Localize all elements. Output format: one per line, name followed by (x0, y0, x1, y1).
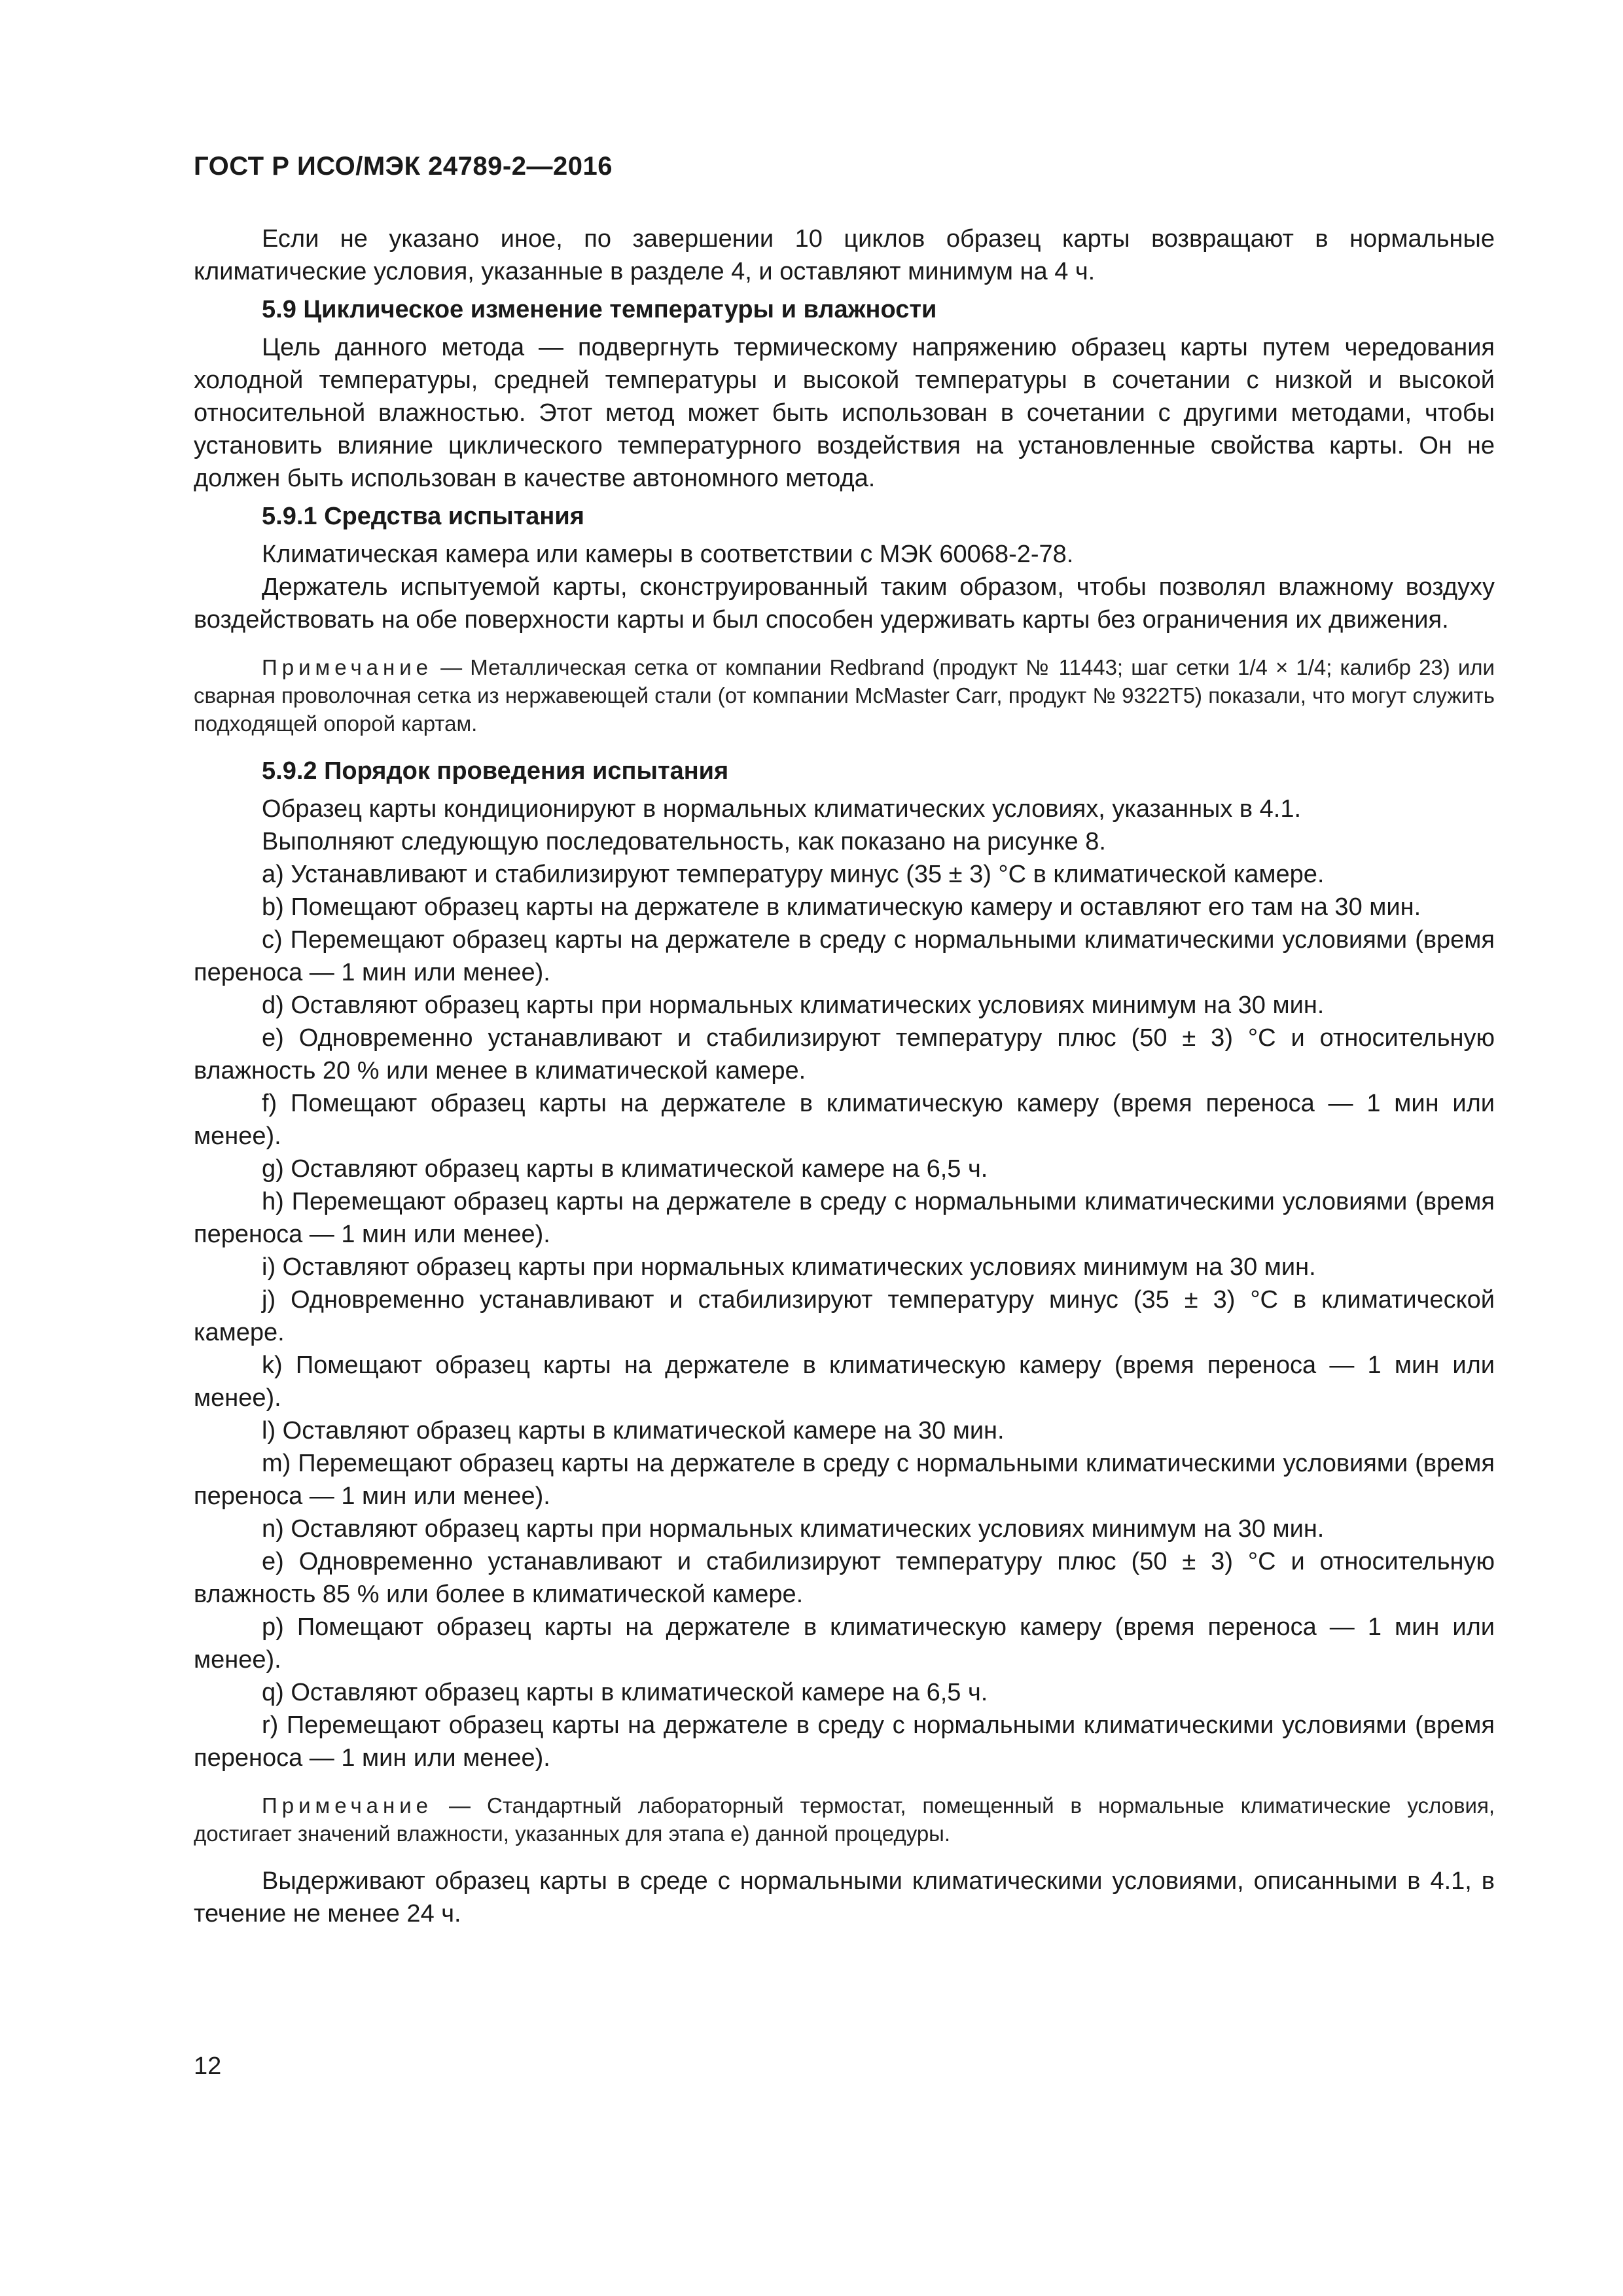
note-label: Примечание (262, 655, 433, 679)
list-item: b) Помещают образец карты на держателе в климатическую камеру и оставляют его там на 30 мин. (262, 893, 1421, 921)
list-item: q) Оставляют образец карты в климатической камере на 6,5 ч. (262, 1679, 988, 1706)
standard-id-header: ГОСТ Р ИСО/МЭК 24789-2—2016 (194, 152, 613, 181)
list-item: j) Одновременно устанавливают и стабилизируют температуру минус (35 ± 3) °С в климатической камере. (194, 1286, 1495, 1346)
page-number: 12 (194, 2053, 222, 2080)
procedure-steps-list (194, 858, 1495, 1774)
section-5-9-2-paragraph-2: Выполняют следующую последовательность, как показано на рисунке 8. (262, 828, 1106, 855)
note-text: — Стандартный лабораторный термостат, помещенный в нормальные климатические условия, достигает значений влажности, указанных для этапа e) данной процедуры. (194, 1793, 1495, 1846)
note-label: Примечание (262, 1793, 433, 1818)
section-5-9-paragraph: Цель данного метода — подвергнуть термическому напряжению образец карты путем чередования холодной температуры, средней температуры и высокой температуры в сочетании с низкой и высокой относительной влажностью. Этот метод может быть использован в сочетании с другими методами, чтобы установить влияние циклического температурного воздействия на установленные свойства карты. Он не должен быть использован в качестве автономного метода. (194, 334, 1495, 492)
list-item: a) Устанавливают и стабилизируют температуру минус (35 ± 3) °С в климатической камере. (262, 861, 1325, 888)
list-item: d) Оставляют образец карты при нормальных климатических условиях минимум на 30 мин. (262, 992, 1325, 1019)
list-item: l) Оставляют образец карты в климатической камере на 30 мин. (262, 1417, 1005, 1444)
note-5-9-1 (194, 653, 1495, 738)
section-5-9-2-paragraph-1: Образец карты кондиционируют в нормальных климатических условиях, указанных в 4.1. (262, 795, 1302, 823)
list-item: i) Оставляют образец карты при нормальных климатических условиях минимум на 30 мин. (262, 1253, 1316, 1281)
list-item: c) Перемещают образец карты на держателе в среду с нормальными климатическими условиями (время переноса — 1 мин или менее). (194, 926, 1495, 986)
list-item: m) Перемещают образец карты на держателе в среду с нормальными климатическими условиями (время переноса — 1 мин или менее). (194, 1450, 1495, 1510)
section-5-9-1-paragraph-2: Держатель испытуемой карты, сконструированный таким образом, чтобы позволял влажному воздуху воздействовать на обе поверхности карты и был способен удерживать карты без ограничения их движения. (194, 573, 1495, 634)
list-item: n) Оставляют образец карты при нормальных климатических условиях минимум на 30 мин. (262, 1515, 1325, 1543)
list-item: g) Оставляют образец карты в климатической камере на 6,5 ч. (262, 1155, 988, 1183)
document-body (194, 223, 1495, 1930)
final-paragraph: Выдерживают образец карты в среде с нормальными климатическими условиями, описанными в 4.1, в течение не менее 24 ч. (194, 1867, 1495, 1928)
list-item: e) Одновременно устанавливают и стабилизируют температуру плюс (50 ± 3) °С и относительную влажность 85 % или более в климатической камере. (194, 1548, 1495, 1608)
list-item: r) Перемещают образец карты на держателе в среду с нормальными климатическими условиями (время переноса — 1 мин или менее). (194, 1712, 1495, 1772)
list-item: f) Помещают образец карты на держателе в климатическую камеру (время переноса — 1 мин или менее). (194, 1090, 1495, 1150)
list-item: p) Помещают образец карты на держателе в климатическую камеру (время переноса — 1 мин или менее). (194, 1613, 1495, 1674)
intro-paragraph: Если не указано иное, по завершении 10 циклов образец карты возвращают в нормальные климатические условия, указанные в разделе 4, и оставляют минимум на 4 ч. (194, 225, 1495, 285)
list-item: e) Одновременно устанавливают и стабилизируют температуру плюс (50 ± 3) °С и относительную влажность 20 % или менее в климатической камере. (194, 1024, 1495, 1085)
list-item: h) Перемещают образец карты на держателе в среду с нормальными климатическими условиями (время переноса — 1 мин или менее). (194, 1188, 1495, 1248)
note-text: — Металлическая сетка от компании Redbrand (продукт № 11443; шаг сетки 1/4 × 1/4; калибр 23) или сварная проволочная сетка из нержавеющей стали (от компании McMaster Carr, продукт № 9322T5) показали, что могут служить подходящей опорой картам. (194, 655, 1495, 736)
section-5-9-heading: 5.9 Циклическое изменение температуры и влажности (262, 296, 937, 323)
section-5-9-2-heading: 5.9.2 Порядок проведения испытания (262, 757, 729, 785)
list-item: k) Помещают образец карты на держателе в климатическую камеру (время переноса — 1 мин или менее). (194, 1352, 1495, 1412)
section-5-9-1-heading: 5.9.1 Средства испытания (262, 503, 584, 530)
section-5-9-1-paragraph-1: Климатическая камера или камеры в соответствии с МЭК 60068-2-78. (262, 541, 1074, 568)
note-5-9-2 (194, 1791, 1495, 1848)
